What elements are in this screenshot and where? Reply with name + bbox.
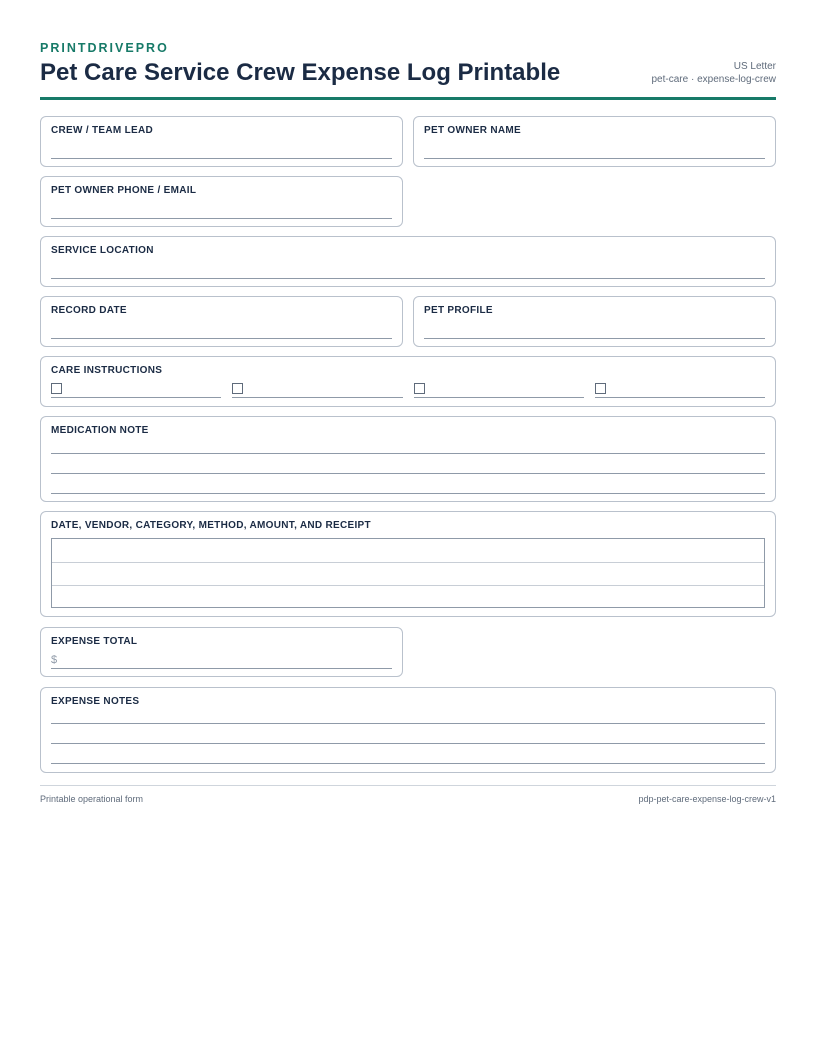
footer-divider bbox=[40, 785, 776, 786]
care-option-1 bbox=[51, 382, 221, 398]
medication-note-field bbox=[40, 416, 776, 502]
care-option-4 bbox=[595, 382, 765, 398]
care-option-4-line[interactable] bbox=[595, 397, 765, 398]
crew-lead-input-line[interactable] bbox=[51, 158, 392, 159]
medication-note-line-2[interactable] bbox=[51, 473, 765, 474]
checkbox[interactable] bbox=[414, 383, 425, 394]
owner-contact-input-line[interactable] bbox=[51, 218, 392, 219]
expense-total-input-line[interactable] bbox=[51, 668, 392, 669]
expense-total-field bbox=[40, 627, 403, 677]
owner-name-field bbox=[413, 116, 776, 167]
checkbox[interactable] bbox=[232, 383, 243, 394]
care-option-1-line[interactable] bbox=[51, 397, 221, 398]
medication-note-line-1[interactable] bbox=[51, 453, 765, 454]
care-instructions-label: CARE INSTRUCTIONS bbox=[51, 365, 163, 376]
page-meta bbox=[652, 60, 777, 86]
pet-profile-label: PET PROFILE bbox=[424, 305, 493, 316]
brand-name: PRINTDRIVEPRO bbox=[40, 41, 169, 55]
owner-contact-label: PET OWNER PHONE / EMAIL bbox=[51, 185, 197, 196]
service-location-field bbox=[40, 236, 776, 287]
expense-table[interactable] bbox=[51, 538, 765, 608]
care-option-3 bbox=[414, 382, 584, 398]
pet-profile-field bbox=[413, 296, 776, 347]
record-date-input-line[interactable] bbox=[51, 338, 392, 339]
currency-symbol: $ bbox=[51, 654, 58, 666]
crew-lead-field bbox=[40, 116, 403, 167]
owner-contact-field bbox=[40, 176, 403, 227]
expense-notes-line-2[interactable] bbox=[51, 743, 765, 744]
service-location-label: SERVICE LOCATION bbox=[51, 245, 154, 256]
record-date-field bbox=[40, 296, 403, 347]
owner-name-input-line[interactable] bbox=[424, 158, 765, 159]
table-row-divider bbox=[52, 585, 764, 586]
crew-lead-label: CREW / TEAM LEAD bbox=[51, 125, 154, 136]
expense-notes-field bbox=[40, 687, 776, 773]
expense-notes-line-1[interactable] bbox=[51, 723, 765, 724]
expense-table-field bbox=[40, 511, 776, 617]
paper-size: US Letter bbox=[733, 61, 776, 72]
expense-total-label: EXPENSE TOTAL bbox=[51, 636, 138, 647]
care-instructions-field bbox=[40, 356, 776, 407]
expense-notes-line-3[interactable] bbox=[51, 763, 765, 764]
service-location-input-line[interactable] bbox=[51, 278, 765, 279]
care-option-3-line[interactable] bbox=[414, 397, 584, 398]
medication-note-line-3[interactable] bbox=[51, 493, 765, 494]
table-row-divider bbox=[52, 562, 764, 563]
header-divider bbox=[40, 97, 776, 100]
expense-notes-label: EXPENSE NOTES bbox=[51, 696, 140, 707]
record-date-label: RECORD DATE bbox=[51, 305, 127, 316]
owner-name-label: PET OWNER NAME bbox=[424, 125, 521, 136]
page-title: Pet Care Service Crew Expense Log Printable bbox=[40, 59, 561, 86]
page-tags: pet-care · expense-log-crew bbox=[651, 74, 776, 85]
expense-table-label: DATE, VENDOR, CATEGORY, METHOD, AMOUNT, AND RECEIPT bbox=[51, 520, 371, 531]
care-option-2 bbox=[232, 382, 403, 398]
medication-note-label: MEDICATION NOTE bbox=[51, 425, 149, 436]
pet-profile-input-line[interactable] bbox=[424, 338, 765, 339]
care-option-2-line[interactable] bbox=[232, 397, 403, 398]
footer-left-text: Printable operational form bbox=[40, 794, 144, 804]
checkbox[interactable] bbox=[595, 383, 606, 394]
checkbox[interactable] bbox=[51, 383, 62, 394]
footer-form-id: pdp-pet-care-expense-log-crew-v1 bbox=[638, 794, 776, 804]
